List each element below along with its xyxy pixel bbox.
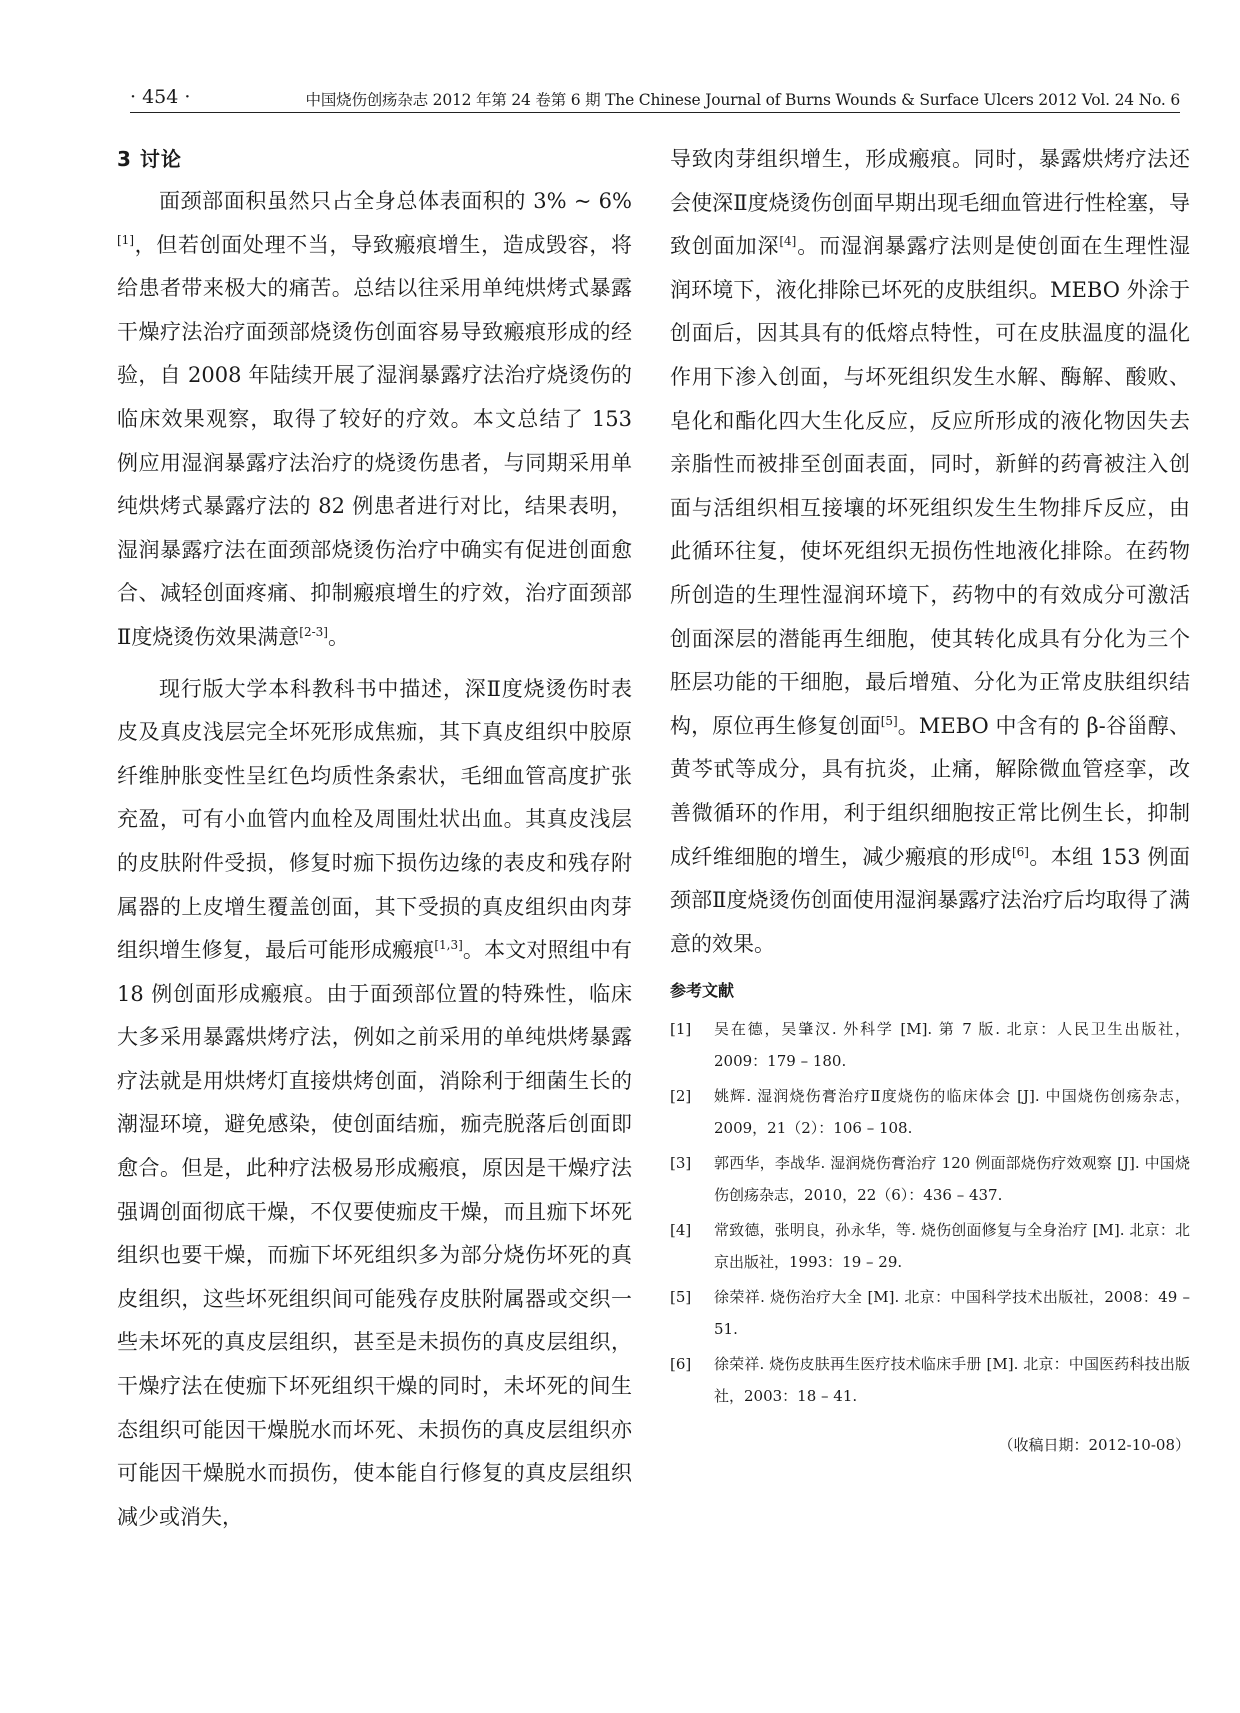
page-number: · 454 ·: [130, 86, 191, 108]
reference-text: 徐荣祥. 烧伤治疗大全 [M]. 北京：中国科学技术出版社，2008：49 – 51.: [714, 1288, 1190, 1339]
header-rule: [130, 112, 1180, 113]
reference-item: [670, 1348, 1190, 1412]
reference-number: [5]: [670, 1288, 692, 1307]
citation: [2-3]: [299, 624, 328, 639]
reference-item: [670, 1147, 1190, 1211]
citation: [1]: [117, 232, 134, 247]
reference-number: [2]: [670, 1087, 692, 1106]
page-header: [130, 84, 1180, 112]
paragraph-3: 导致肉芽组织增生，形成瘢痕。同时，暴露烘烤疗法还会使深Ⅱ度烧烫伤创面早期出现毛细血管进行性栓塞，导致创面加深[4]。而湿润暴露疗法则是使创面在生理性湿润环境下，液化排除已坏死的皮肤组织。MEBO 外涂于创面后，因其具有的低熔点特性，可在皮肤温度的温化作用下渗入创面，与坏死组织发生水解、酶解、酸败、皂化和酯化四大生化反应，反应所形成的液化物因失去亲脂性而被排至创面表面，同时，新鲜的药膏被注入创面与活组织相互接壤的坏死组织发生生物排斥反应，由此循环往复，使坏死组织无损伤性地液化排除。在药物所创造的生理性湿润环境下，药物中的有效成分可激活创面深层的潜能再生细胞，使其转化成具有分化为三个胚层功能的干细胞，最后增殖、分化为正常皮肤组织结构，原位再生修复创面[5]。MEBO 中含有的 β-谷甾醇、黄芩甙等成分，具有抗炎，止痛，解除微血管痉挛，改善微循环的作用，利于组织细胞按正常比例生长，抑制成纤维细胞的增生，减少瘢痕的形成[6]。本组 153 例面颈部Ⅱ度烧烫伤创面使用湿润暴露疗法治疗后均取得了满意的效果。: [670, 147, 1191, 956]
citation: [6]: [1011, 844, 1029, 859]
reference-text: 姚辉. 湿润烧伤膏治疗Ⅱ度烧伤的临床体会 [J]. 中国烧伤创疡杂志，2009，21（2）：106 – 108.: [714, 1087, 1190, 1138]
reference-number: [4]: [670, 1221, 692, 1240]
references-heading: 参考文献: [670, 981, 735, 1001]
citation: [4]: [779, 234, 797, 249]
received-date: （收稿日期：2012-10-08）: [998, 1436, 1190, 1455]
reference-item: [670, 1214, 1190, 1278]
reference-text: 常致德，张明良，孙永华，等. 烧伤创面修复与全身治疗 [M]. 北京：北京出版社，1993：19 – 29.: [714, 1221, 1190, 1272]
reference-item: [670, 1013, 1190, 1077]
reference-text: 徐荣祥. 烧伤皮肤再生医疗技术临床手册 [M]. 北京：中国医药科技出版社，2003：18 – 41.: [714, 1355, 1190, 1406]
reference-number: [1]: [670, 1020, 692, 1039]
running-head: 中国烧伤创疡杂志 2012 年第 24 卷第 6 期 The Chinese Journal of Burns Wounds & Surface Ulcers 2012 Vol. 24 No. 6: [305, 91, 1180, 109]
reference-text: 郭西华，李战华. 湿润烧伤膏治疗 120 例面部烧伤疗效观察 [J]. 中国烧伤创疡杂志，2010，22（6）：436 – 437.: [714, 1154, 1190, 1205]
reference-item: [670, 1080, 1190, 1144]
citation: [5]: [880, 713, 898, 728]
section-heading: 3 讨论: [117, 147, 182, 171]
reference-text: 吴在德，吴肇汉. 外科学 [M]. 第 7 版. 北京：人民卫生出版社，2009：179 – 180.: [714, 1020, 1190, 1071]
reference-number: [3]: [670, 1154, 692, 1173]
citation: [1,3]: [434, 938, 463, 953]
reference-item: [670, 1281, 1190, 1345]
right-column: [670, 138, 1190, 1455]
reference-number: [6]: [670, 1355, 692, 1374]
paragraph-2: 现行版大学本科教科书中描述，深Ⅱ度烧烫伤时表皮及真皮浅层完全坏死形成焦痂，其下真皮组织中胶原纤维肿胀变性呈红色均质性条索状，毛细血管高度扩张充盈，可有小血管内血栓及周围灶状出血。其真皮浅层的皮肤附件受损，修复时痂下损伤边缘的表皮和残存附属器的上皮增生覆盖创面，其下受损的真皮组织由肉芽组织增生修复，最后可能形成瘢痕[1,3]。本文对照组中有 18 例创面形成瘢痕。由于面颈部位置的特殊性，临床大多采用暴露烘烤疗法，例如之前采用的单纯烘烤暴露疗法就是用烘烤灯直接烘烤创面，消除利于细菌生长的潮湿环境，避免感染，使创面结痂，痂壳脱落后创面即愈合。但是，此种疗法极易形成瘢痕，原因是干燥疗法强调创面彻底干燥，不仅要使痂皮干燥，而且痂下坏死组织也要干燥，而痂下坏死组织多为部分烧伤坏死的真皮组织，这些坏死组织间可能残存皮肤附属器或交织一些未坏死的真皮层组织，甚至是未损伤的真皮层组织，干燥疗法在使痂下坏死组织干燥的同时，未坏死的间生态组织可能因干燥脱水而坏死、未损伤的真皮层组织亦可能因干燥脱水而损伤，使本能自行修复的真皮层组织减少或消失，: [117, 676, 632, 1529]
paragraph-1: 面颈部面积虽然只占全身总体表面积的 3% ~ 6%[1]，但若创面处理不当，导致瘢痕增生，造成毁容，将给患者带来极大的痛苦。总结以往采用单纯烘烤式暴露干燥疗法治疗面颈部烧烫伤创面容易导致瘢痕形成的经验，自 2008 年陆续开展了湿润暴露疗法治疗烧烫伤的临床效果观察，取得了较好的疗效。本文总结了 153 例应用湿润暴露疗法治疗的烧烫伤患者，与同期采用单纯烘烤式暴露疗法的 82 例患者进行对比，结果表明，湿润暴露疗法在面颈部烧烫伤治疗中确实有促进创面愈合、减轻创面疼痛、抑制瘢痕增生的疗效，治疗面颈部Ⅱ度烧烫伤效果满意[2-3]。: [117, 189, 632, 649]
left-column: [117, 138, 632, 1539]
